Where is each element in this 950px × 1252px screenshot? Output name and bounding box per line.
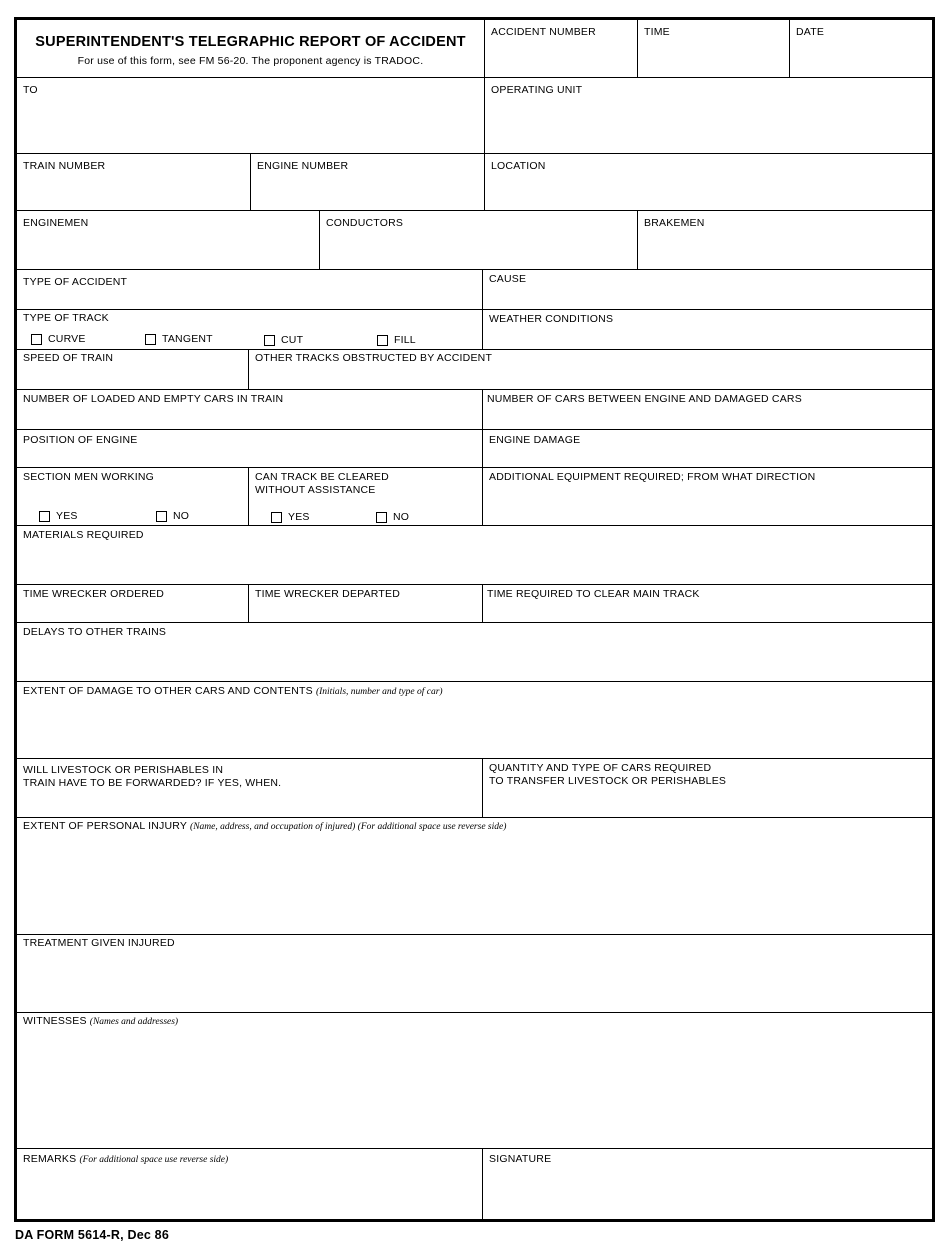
weather-conditions-label: WEATHER CONDITIONS — [489, 313, 614, 325]
conductors-field[interactable] — [320, 211, 638, 270]
cleared-no-option[interactable] — [376, 511, 409, 524]
witnesses-field[interactable] — [17, 1013, 932, 1149]
to-field[interactable] — [17, 78, 485, 154]
accident-report-form — [14, 17, 935, 1222]
curve-option[interactable] — [31, 333, 86, 346]
type-of-accident-field[interactable] — [17, 270, 483, 310]
enginemen-field[interactable] — [17, 211, 320, 270]
personal-injury-text: EXTENT OF PERSONAL INJURY — [23, 820, 187, 832]
additional-equipment-label: ADDITIONAL EQUIPMENT REQUIRED; FROM WHAT DIRECTION — [489, 471, 816, 483]
section-men-yes-option[interactable] — [39, 510, 78, 523]
curve-checkbox[interactable] — [31, 334, 42, 345]
remarks-note: (For additional space use reverse side) — [79, 1155, 229, 1165]
cause-label: CAUSE — [489, 273, 527, 285]
treatment-label: TREATMENT GIVEN INJURED — [23, 937, 175, 949]
loaded-empty-cars-field[interactable] — [17, 390, 483, 430]
cleared-yes-checkbox[interactable] — [271, 512, 282, 523]
section-men-no-checkbox[interactable] — [156, 511, 167, 522]
fill-option[interactable] — [377, 334, 416, 347]
fill-label: FILL — [394, 334, 416, 346]
location-label: LOCATION — [491, 160, 546, 172]
livestock-field[interactable] — [17, 759, 483, 818]
witnesses-label — [23, 1015, 178, 1029]
time-wrecker-ordered-label: TIME WRECKER ORDERED — [23, 588, 165, 600]
type-of-accident-label: TYPE OF ACCIDENT — [23, 276, 128, 288]
enginemen-label: ENGINEMEN — [23, 217, 89, 229]
section-men-no-label: NO — [173, 510, 190, 522]
extent-damage-note: (Initials, number and type of car) — [315, 687, 443, 697]
title-block — [17, 20, 485, 78]
quantity-cars-field[interactable] — [483, 759, 932, 818]
time-wrecker-departed-label: TIME WRECKER DEPARTED — [255, 588, 400, 600]
weather-conditions-field[interactable] — [483, 310, 932, 350]
train-number-field[interactable] — [17, 154, 251, 211]
time-clear-main-label: TIME REQUIRED TO CLEAR MAIN TRACK — [487, 588, 700, 600]
tangent-checkbox[interactable] — [145, 334, 156, 345]
additional-equipment-field[interactable] — [483, 468, 932, 526]
remarks-label — [23, 1153, 228, 1167]
section-men-label: SECTION MEN WORKING — [23, 471, 154, 483]
speed-of-train-field[interactable] — [17, 350, 249, 390]
time-wrecker-departed-field[interactable] — [249, 585, 483, 623]
witnesses-text: WITNESSES — [23, 1015, 87, 1027]
cleared-yes-option[interactable] — [271, 511, 310, 524]
time-label: TIME — [644, 26, 670, 38]
quantity-cars-label: QUANTITY AND TYPE OF CARS REQUIRED TO TRANSFER LIVESTOCK OR PERISHABLES — [489, 762, 727, 787]
signature-label: SIGNATURE — [489, 1153, 552, 1165]
section-men-no-option[interactable] — [156, 510, 189, 523]
materials-required-label: MATERIALS REQUIRED — [23, 529, 144, 541]
brakemen-label: BRAKEMEN — [644, 217, 705, 229]
operating-unit-field[interactable] — [485, 78, 932, 154]
curve-label: CURVE — [48, 333, 86, 345]
form-subtitle: For use of this form, see FM 56-20. The proponent agency is TRADOC. — [77, 55, 424, 67]
tangent-label: TANGENT — [162, 333, 213, 345]
cars-between-label: NUMBER OF CARS BETWEEN ENGINE AND DAMAGED CARS — [487, 393, 802, 405]
section-men-yes-label: YES — [56, 510, 78, 522]
treatment-field[interactable] — [17, 935, 932, 1013]
livestock-label: WILL LIVESTOCK OR PERISHABLES IN TRAIN HAVE TO BE FORWARDED? IF YES, WHEN. — [23, 764, 282, 789]
cars-between-field[interactable] — [483, 390, 932, 430]
engine-number-field[interactable] — [251, 154, 485, 211]
cut-checkbox[interactable] — [264, 335, 275, 346]
other-tracks-label: OTHER TRACKS OBSTRUCTED BY ACCIDENT — [255, 352, 493, 364]
engine-damage-label: ENGINE DAMAGE — [489, 434, 581, 446]
accident-number-field[interactable] — [485, 20, 638, 78]
witnesses-note: (Names and addresses) — [89, 1017, 179, 1027]
location-field[interactable] — [485, 154, 932, 211]
speed-of-train-label: SPEED OF TRAIN — [23, 352, 114, 364]
time-clear-main-field[interactable] — [483, 585, 932, 623]
type-of-track-field — [17, 310, 483, 350]
section-men-yes-checkbox[interactable] — [39, 511, 50, 522]
delays-label: DELAYS TO OTHER TRAINS — [23, 626, 167, 638]
section-men-field — [17, 468, 249, 526]
cut-label: CUT — [281, 334, 304, 346]
to-label: TO — [23, 84, 38, 96]
cut-option[interactable] — [264, 334, 303, 347]
materials-required-field[interactable] — [17, 526, 932, 585]
position-of-engine-field[interactable] — [17, 430, 483, 468]
time-wrecker-ordered-field[interactable] — [17, 585, 249, 623]
personal-injury-note: (Name, address, and occupation of injured) (For additional space use reverse side) — [190, 822, 507, 832]
remarks-text: REMARKS — [23, 1153, 77, 1165]
cleared-yes-label: YES — [288, 511, 310, 523]
remarks-field[interactable] — [17, 1149, 483, 1219]
extent-damage-text: EXTENT OF DAMAGE TO OTHER CARS AND CONTENTS — [23, 685, 313, 697]
engine-damage-field[interactable] — [483, 430, 932, 468]
type-of-track-label: TYPE OF TRACK — [23, 312, 109, 324]
date-field[interactable] — [790, 20, 932, 78]
brakemen-field[interactable] — [638, 211, 932, 270]
extent-damage-label — [23, 685, 443, 699]
cause-field[interactable] — [483, 270, 932, 310]
train-number-label: TRAIN NUMBER — [23, 160, 106, 172]
form-id: DA FORM 5614-R, Dec 86 — [15, 1228, 169, 1242]
personal-injury-label — [23, 820, 506, 834]
other-tracks-field[interactable] — [249, 350, 932, 390]
fill-checkbox[interactable] — [377, 335, 388, 346]
position-of-engine-label: POSITION OF ENGINE — [23, 434, 138, 446]
form-title: SUPERINTENDENT'S TELEGRAPHIC REPORT OF ACCIDENT — [35, 34, 466, 50]
signature-field[interactable] — [483, 1149, 932, 1219]
engine-number-label: ENGINE NUMBER — [257, 160, 349, 172]
extent-damage-field[interactable] — [17, 682, 932, 759]
accident-number-label: ACCIDENT NUMBER — [491, 26, 596, 38]
personal-injury-field[interactable] — [17, 818, 932, 935]
date-label: DATE — [796, 26, 825, 38]
can-track-be-cleared-label: CAN TRACK BE CLEARED WITHOUT ASSISTANCE — [255, 471, 389, 496]
operating-unit-label: OPERATING UNIT — [491, 84, 583, 96]
cleared-no-label: NO — [393, 511, 410, 523]
loaded-empty-cars-label: NUMBER OF LOADED AND EMPTY CARS IN TRAIN — [23, 393, 284, 405]
tangent-option[interactable] — [145, 333, 213, 346]
can-track-be-cleared-field — [249, 468, 483, 526]
delays-field[interactable] — [17, 623, 932, 682]
conductors-label: CONDUCTORS — [326, 217, 404, 229]
time-field[interactable] — [638, 20, 790, 78]
cleared-no-checkbox[interactable] — [376, 512, 387, 523]
